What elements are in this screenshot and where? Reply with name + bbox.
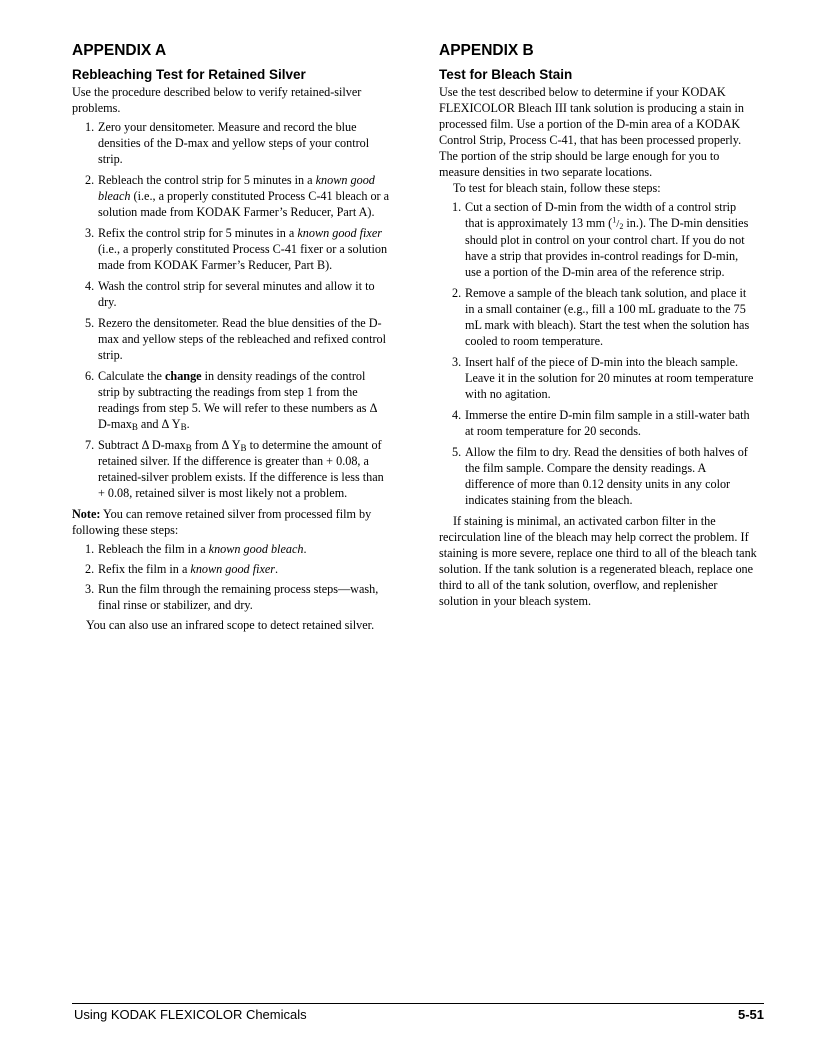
- fraction-numerator: 1: [612, 215, 617, 225]
- appendix-a-title: APPENDIX A: [72, 42, 167, 59]
- step-strong: change: [165, 369, 202, 383]
- step-text: Insert half of the piece of D-min into the bleach sample. Leave it in the solution for 20 minutes at room temperature with no agitation.: [465, 355, 754, 401]
- list-item: [72, 278, 390, 310]
- step-text: Calculate the: [98, 369, 166, 383]
- fraction-denominator: 2: [619, 222, 624, 231]
- list-item: [72, 581, 390, 613]
- note-label: Note:: [72, 507, 101, 521]
- fraction: $^1/_2$: [612, 215, 624, 231]
- appendix-b-subtitle: Test for Bleach Stain: [439, 67, 573, 82]
- step-number: 2.: [452, 286, 462, 300]
- appendix-b-steps: [439, 199, 757, 508]
- step-number: 6.: [85, 369, 95, 383]
- page-number: 5-51: [737, 1007, 764, 1022]
- appendix-a-intro: Use the procedure described below to verify retained-silver problems.: [72, 85, 362, 115]
- step-text: Wash the control strip for several minutes and allow it to dry.: [98, 279, 375, 309]
- list-item: [72, 541, 390, 557]
- list-item: [72, 119, 390, 167]
- step-text: .: [303, 542, 307, 556]
- step-text: Rebleach the control strip for 5 minutes in a: [98, 173, 316, 187]
- step-number: 7.: [85, 438, 95, 452]
- subscript: B: [131, 422, 138, 432]
- step-emphasis: known good bleach: [98, 173, 375, 203]
- list-item: [72, 315, 390, 363]
- step-text: Immerse the entire D-min film sample in a still-water bath at room temperature for 20 seconds.: [465, 408, 750, 438]
- step-text: .: [186, 417, 190, 431]
- step-text: (i.e., a properly constituted Process C-41 bleach or a solution made from KODAK Farmer’s Reducer, Part A).: [98, 189, 390, 219]
- step-number: 3.: [85, 582, 95, 596]
- note-paragraph: [72, 506, 390, 538]
- step-text: Subtract Δ D-max: [98, 438, 186, 452]
- list-item: [72, 172, 390, 220]
- appendix-b-lead: To test for bleach stain, follow these steps:: [453, 181, 661, 195]
- step-number: 2.: [85, 173, 95, 187]
- step-number: 2.: [85, 562, 95, 576]
- step-text: Refix the film in a: [98, 562, 191, 576]
- step-text: (i.e., a properly constituted Process C-41 fixer or a solution made from KODAK Farmer’s Reducer, Part B).: [98, 242, 388, 272]
- footer-title: Using KODAK FLEXICOLOR Chemicals: [74, 1007, 307, 1022]
- page-footer: [72, 1003, 764, 1022]
- step-number: 4.: [85, 279, 95, 293]
- step-number: 3.: [452, 355, 462, 369]
- step-number: 5.: [452, 445, 462, 459]
- step-text: .: [275, 562, 279, 576]
- list-item: [72, 368, 390, 432]
- step-text: Rezero the densitometer. Read the blue densities of the D-max and yellow steps of the rebleached and refixed control strip.: [98, 316, 386, 362]
- appendix-b-column: [439, 41, 757, 609]
- step-emphasis: known good fixer: [297, 226, 382, 240]
- appendix-a-steps: [72, 119, 390, 501]
- step-text: Rebleach the film in a: [98, 542, 209, 556]
- subscript: B: [180, 422, 187, 432]
- step-text: in.). The D-min densities should plot in control on your control chart. If you do not have a strip that provides in-control readings for D-min, use a portion of the D-min area of the reference strip.: [465, 216, 749, 279]
- appendix-b-title: APPENDIX B: [439, 42, 534, 59]
- step-text: Allow the film to dry. Read the densities of both halves of the film sample. Compare the density readings. A difference of more than 0.12 density units in any color indicates staining from the bleach.: [465, 445, 748, 507]
- list-item: [439, 444, 757, 508]
- step-text: Zero your densitometer. Measure and record the blue densities of the D-max and yellow steps of your control strip.: [98, 120, 370, 166]
- list-item: [72, 437, 390, 501]
- list-item: [439, 354, 757, 402]
- note-text: You can remove retained silver from processed film by following these steps:: [72, 507, 372, 537]
- appendix-a-closing: You can also use an infrared scope to detect retained silver.: [86, 618, 375, 632]
- step-text: Remove a sample of the bleach tank solution, and place it in a small container (e.g., fill a 100 mL graduate to the 75 mL mark with bleach). Start the test when the solution has cooled to room temperature.: [465, 286, 750, 348]
- list-item: [439, 199, 757, 280]
- step-text: Cut a section of D-min from the width of a control strip that is approximately 13 mm (: [465, 200, 737, 230]
- list-item: [439, 285, 757, 349]
- step-number: 4.: [452, 408, 462, 422]
- step-number: 5.: [85, 316, 95, 330]
- step-text: from Δ Y: [191, 438, 241, 452]
- step-emphasis: known good bleach: [208, 542, 304, 556]
- appendix-b-closing: If staining is minimal, an activated carbon filter in the recirculation line of the bleach may help correct the problem. If staining is more severe, replace one third to all of the bleach tank solution. If the tank solution is a regenerated bleach, replace one third to all of the tank solution, overflow, and replenisher solution in your bleach system.: [439, 514, 757, 608]
- step-number: 1.: [85, 542, 95, 556]
- step-number: 1.: [85, 120, 95, 134]
- step-emphasis: known good fixer: [190, 562, 276, 576]
- step-text: Refix the control strip for 5 minutes in a: [98, 226, 298, 240]
- subscript: B: [240, 443, 247, 453]
- list-item: [72, 225, 390, 273]
- note-steps: [72, 541, 390, 613]
- appendix-a-subtitle: Rebleaching Test for Retained Silver: [72, 67, 306, 82]
- appendix-b-intro: Use the test described below to determine if your KODAK FLEXICOLOR Bleach III tank solution is producing a stain in processed film. Use a portion of the D-min area of a KODAK Control Strip, Process C-41, that has been processed properly. The portion of the strip should be large enough for you to measure densities in two separate locations.: [439, 85, 744, 179]
- list-item: [439, 407, 757, 439]
- list-item: [72, 561, 390, 577]
- step-text: in density readings of the control strip by subtracting the readings from step 1 from the readings from step 5. We will refer to these numbers as Δ D-max: [98, 369, 377, 431]
- step-number: 3.: [85, 226, 95, 240]
- subscript: B: [185, 443, 192, 453]
- step-text: and Δ Y: [137, 417, 181, 431]
- step-text: to determine the amount of retained silver. If the difference is greater than + 0.08, a retained-silver problem exists. If the difference is less than + 0.08, retained silver is most likely not a problem.: [98, 438, 384, 500]
- appendix-a-column: [72, 41, 390, 633]
- step-text: Run the film through the remaining process steps—wash, final rinse or stabilizer, and dry.: [98, 582, 379, 612]
- step-number: 1.: [452, 200, 462, 214]
